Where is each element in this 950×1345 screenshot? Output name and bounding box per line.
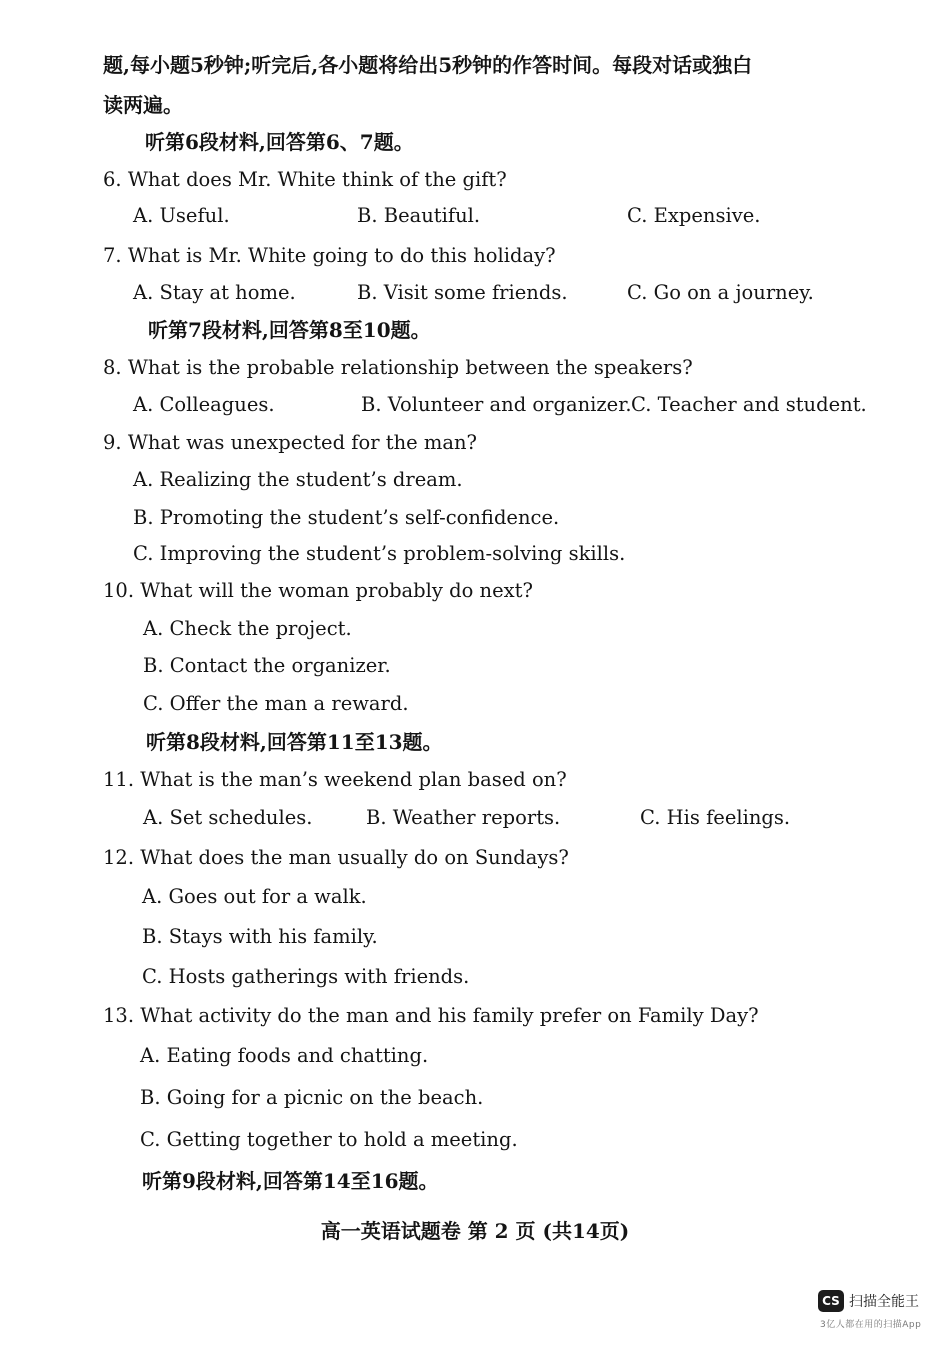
section-instruction: 听第7段材料,回答第8至10题。: [148, 318, 431, 342]
question-number: 7.: [103, 244, 122, 267]
section-instruction: 听第8段材料,回答第11至13题。: [146, 730, 443, 754]
option-c: C. Hosts gatherings with friends.: [142, 965, 470, 988]
question-number: 13.: [103, 1004, 135, 1027]
option-b: B. Going for a picnic on the beach.: [140, 1086, 484, 1109]
option-a: A. Stay at home.: [133, 281, 296, 304]
question-number: 8.: [103, 356, 122, 379]
question-7: [103, 243, 556, 269]
option-c: C. Go on a journey.: [627, 281, 814, 304]
question-6: [103, 167, 507, 193]
question-8: [103, 355, 693, 381]
option-a: A. Eating foods and chatting.: [140, 1044, 429, 1067]
header-line-2: 读两遍。: [103, 93, 183, 117]
question-text: What is the probable relationship between the speakers?: [127, 356, 693, 379]
option-a: A. Realizing the student’s dream.: [133, 468, 463, 491]
option-b: B. Contact the organizer.: [143, 654, 391, 677]
option-a: A. Goes out for a walk.: [142, 885, 367, 908]
question-text: What was unexpected for the man?: [127, 431, 477, 454]
option-c: C. Getting together to hold a meeting.: [140, 1128, 518, 1151]
question-number: 6.: [103, 168, 122, 191]
question-10: [103, 578, 533, 604]
option-c: C. Improving the student’s problem-solving skills.: [133, 542, 626, 565]
option-a: A. Useful.: [133, 204, 230, 227]
question-text: What does Mr. White think of the gift?: [127, 168, 507, 191]
question-number: 11.: [103, 768, 135, 791]
option-c: C. His feelings.: [640, 806, 791, 829]
question-13: [103, 1003, 759, 1029]
option-a: A. Check the project.: [143, 617, 352, 640]
option-b: B. Promoting the student’s self-confidence.: [133, 506, 560, 529]
watermark-app-name: 扫描全能王: [849, 1294, 919, 1310]
question-text: What is Mr. White going to do this holiday?: [127, 244, 556, 267]
option-b: B. Beautiful.: [357, 204, 481, 227]
option-b: B. Visit some friends.: [357, 281, 568, 304]
option-b: B. Stays with his family.: [142, 925, 378, 948]
watermark-slogan: 3亿人都在用的扫描App: [820, 1320, 922, 1330]
question-11: [103, 767, 567, 793]
option-b: B. Weather reports.: [366, 806, 561, 829]
option-a: A. Set schedules.: [143, 806, 313, 829]
question-number: 12.: [103, 846, 135, 869]
option-c: C. Expensive.: [627, 204, 761, 227]
page-footer: 高一英语试题卷 第 2 页 (共14页): [320, 1219, 630, 1243]
question-text: What is the man’s weekend plan based on?: [140, 768, 567, 791]
question-9: [103, 430, 477, 456]
option-c: C. Offer the man a reward.: [143, 692, 409, 715]
section-instruction: 听第9段材料,回答第14至16题。: [142, 1169, 439, 1193]
question-number: 9.: [103, 431, 122, 454]
question-text: What does the man usually do on Sundays?: [140, 846, 569, 869]
header-line-1: 题,每小题5秒钟;听完后,各小题将给出5秒钟的作答时间。每段对话或独白: [103, 53, 753, 77]
camscanner-logo-icon: CS: [818, 1290, 844, 1312]
question-text: What will the woman probably do next?: [140, 579, 533, 602]
question-text: What activity do the man and his family prefer on Family Day?: [140, 1004, 759, 1027]
question-12: [103, 845, 569, 871]
question-number: 10.: [103, 579, 135, 602]
section-instruction: 听第6段材料,回答第6、7题。: [145, 130, 414, 154]
option-a: A. Colleagues.: [133, 393, 275, 416]
option-c: C. Teacher and student.: [631, 393, 867, 416]
option-b: B. Volunteer and organizer.: [361, 393, 632, 416]
